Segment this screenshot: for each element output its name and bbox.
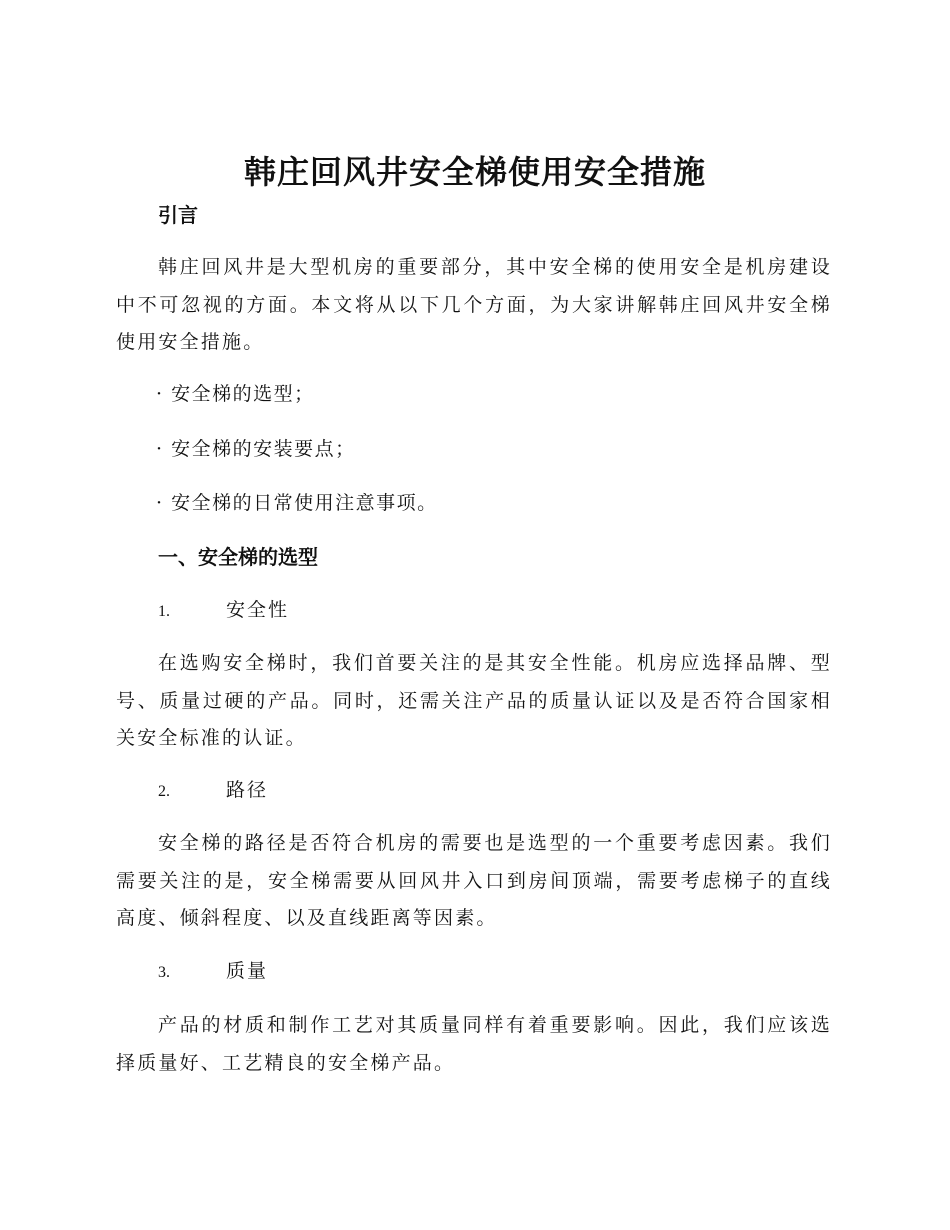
- section-heading: 一、安全梯的选型: [158, 545, 318, 569]
- numbered-item-heading: [158, 776, 268, 806]
- intro-paragraph: 韩庄回风井是大型机房的重要部分，其中安全梯的使用安全是机房建设中不可忽视的方面。本文将从以下几个方面，为大家讲解韩庄回风井安全梯使用安全措施。: [116, 256, 832, 353]
- intro-heading: 引言: [158, 203, 198, 227]
- item-paragraph: 产品的材质和制作工艺对其质量同样有着重要影响。因此，我们应该选择质量好、工艺精良的安全梯产品。: [116, 1014, 832, 1074]
- item-label: 路径: [226, 779, 269, 801]
- numbered-item-heading: [158, 596, 289, 626]
- numbered-item-heading: [158, 957, 268, 987]
- bullet-item: · 安全梯的安装要点；: [156, 438, 356, 460]
- item-number: 3.: [158, 964, 170, 981]
- item-label: 质量: [226, 960, 269, 982]
- bullet-item: · 安全梯的选型；: [156, 383, 315, 405]
- item-number: 2.: [158, 783, 170, 800]
- document-title: 韩庄回风井安全梯使用安全措施: [243, 153, 706, 191]
- item-paragraph: 在选购安全梯时，我们首要关注的是其安全性能。机房应选择品牌、型号、质量过硬的产品。同时，还需关注产品的质量认证以及是否符合国家相关安全标准的认证。: [116, 652, 832, 749]
- item-number: 1.: [158, 603, 170, 620]
- bullet-item: · 安全梯的日常使用注意事项。: [156, 492, 438, 514]
- item-paragraph: 安全梯的路径是否符合机房的需要也是选型的一个重要考虑因素。我们需要关注的是，安全梯需要从回风井入口到房间顶端，需要考虑梯子的直线高度、倾斜程度、以及直线距离等因素。: [116, 832, 832, 929]
- item-label: 安全性: [226, 599, 290, 621]
